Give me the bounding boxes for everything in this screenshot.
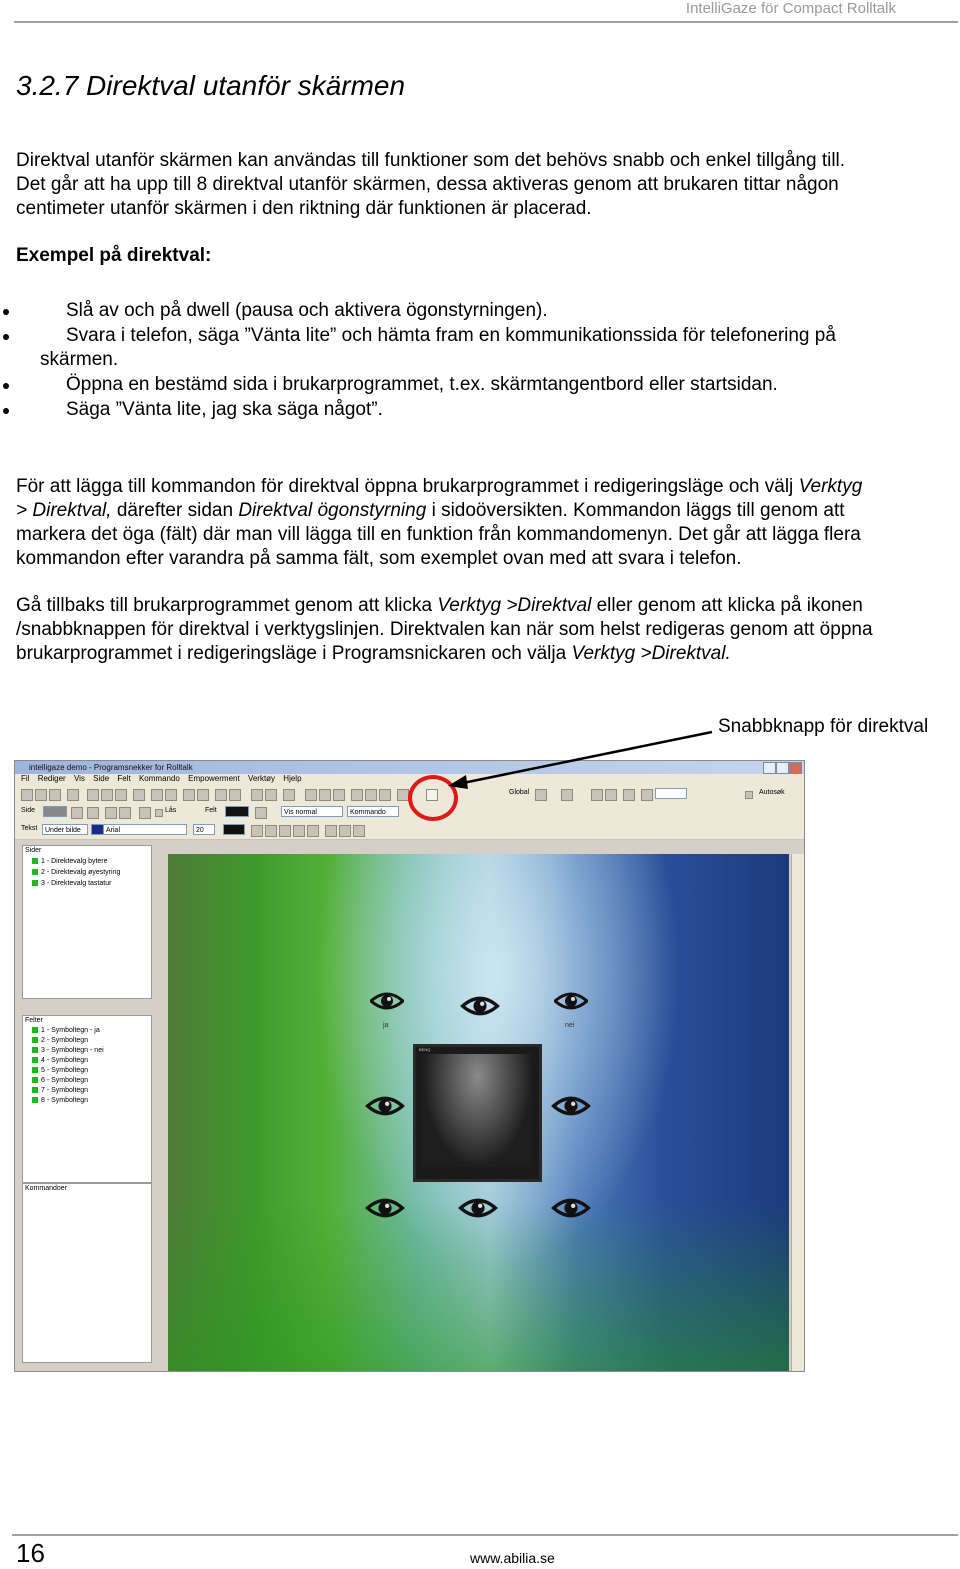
tool-icon[interactable] xyxy=(251,825,263,837)
page-number: 16 xyxy=(16,1538,45,1568)
cut-icon[interactable] xyxy=(87,789,99,801)
eye-icon[interactable] xyxy=(551,1196,591,1220)
field-label: 2 - Symboltegn xyxy=(41,1037,89,1044)
page-item[interactable] xyxy=(32,858,108,865)
bold-icon[interactable] xyxy=(279,825,291,837)
open-icon[interactable] xyxy=(35,789,47,801)
menu-felt[interactable]: Felt xyxy=(117,774,131,783)
close-icon[interactable] xyxy=(789,762,802,774)
felter-panel xyxy=(22,1015,152,1183)
align-right-icon[interactable] xyxy=(353,825,365,837)
minimize-icon[interactable] xyxy=(763,762,776,774)
field-item[interactable] xyxy=(32,1027,100,1034)
tool-icon[interactable] xyxy=(255,807,267,819)
find-icon[interactable] xyxy=(229,789,241,801)
layout-icon[interactable] xyxy=(165,789,177,801)
list-item-continuation: skärmen. xyxy=(40,349,119,370)
menu-reference: Verktyg >Direktval. xyxy=(571,643,731,664)
header-rule xyxy=(14,21,958,23)
tool-icon[interactable] xyxy=(333,789,345,801)
text-run: Gå tillbaks till brukarprogrammet genom att klicka xyxy=(16,595,438,616)
side-label: Side xyxy=(21,807,36,814)
field-icon xyxy=(32,1077,38,1083)
tool-icon[interactable] xyxy=(71,807,83,819)
page-item[interactable] xyxy=(32,869,120,876)
section-heading: 3.2.7 Direktval utanför skärmen xyxy=(16,70,406,101)
field-icon xyxy=(32,1087,38,1093)
link-icon[interactable] xyxy=(215,789,227,801)
menu-reference: Verktyg xyxy=(798,476,863,497)
felt-color-select[interactable] xyxy=(225,806,249,817)
align-center-icon[interactable] xyxy=(339,825,351,837)
new-icon[interactable] xyxy=(21,789,33,801)
field-icon xyxy=(32,1047,38,1053)
field-item[interactable] xyxy=(32,1037,88,1044)
undo-icon[interactable] xyxy=(251,789,263,801)
return-paragraph xyxy=(16,594,951,666)
tekst-label: Tekst xyxy=(21,825,38,832)
underline-icon[interactable] xyxy=(307,825,319,837)
field-label: 8 - Symboltegn xyxy=(41,1097,89,1104)
font-color-select[interactable] xyxy=(223,824,245,835)
list-item: Slå av och på dwell (pausa och aktivera ögonstyrningen). xyxy=(66,300,548,321)
las-label: Lås xyxy=(165,807,177,814)
kommandoer-panel xyxy=(22,1183,152,1363)
field-icon xyxy=(32,1057,38,1063)
menu-vis[interactable]: Vis xyxy=(73,774,85,783)
felt-label: Felt xyxy=(205,807,217,814)
monitor-brand: BENQ xyxy=(419,1047,431,1052)
field-item[interactable] xyxy=(32,1067,88,1074)
intro-line: Direktval utanför skärmen kan användas till funktioner som det behövs snabb och enkel tillgång till. xyxy=(16,150,846,171)
eye-icon[interactable] xyxy=(370,990,404,1012)
grid-icon[interactable] xyxy=(151,789,163,801)
menu-fil[interactable]: Fil xyxy=(21,774,30,783)
text-line: /snabbknappen för direktval i verktygslinjen. Direktvalen kan när som helst redigeras genom att öppna xyxy=(16,619,873,640)
page-item[interactable] xyxy=(32,880,111,887)
page-icon xyxy=(32,880,38,886)
bullet-icon xyxy=(3,408,9,414)
font-select[interactable]: Arial xyxy=(103,824,187,835)
menu-verktoy[interactable]: Verktøy xyxy=(247,774,276,783)
intro-line: centimeter utanför skärmen i den riktning där funktionen är placerad. xyxy=(16,198,592,219)
eye-icon[interactable] xyxy=(554,990,588,1012)
page-label: 2 - Direktevalg øyestyring xyxy=(41,869,121,876)
field-item[interactable] xyxy=(32,1097,88,1104)
app-screenshot xyxy=(14,760,805,1372)
field-item[interactable] xyxy=(32,1087,88,1094)
page-reference: Direktval ögonstyrning xyxy=(238,500,427,521)
text-run: brukarprogrammet i redigeringsläge i Programsnickaren och välja xyxy=(16,643,572,664)
field-icon xyxy=(32,1067,38,1073)
menu-reference: > Direktval, xyxy=(16,500,112,521)
field-icon xyxy=(32,1037,38,1043)
maximize-icon[interactable] xyxy=(776,762,789,774)
callout-label: Snabbknapp för direktval xyxy=(718,716,929,737)
arrow-up-icon[interactable] xyxy=(183,789,195,801)
footer-rule xyxy=(12,1534,958,1536)
text-line: markera det öga (fält) där man vill lägga till en funktion från kommandomenyn. Det går att lägga flera xyxy=(16,524,861,545)
paste-icon[interactable] xyxy=(115,789,127,801)
callout-arrow-icon xyxy=(440,726,720,796)
text-run: För att lägga till kommandon för direktval öppna brukarprogrammet i redigeringsläge och välj xyxy=(16,476,799,497)
kommandoer-title: Kommandoer xyxy=(25,1185,68,1192)
eye-label-ja: ja xyxy=(383,1022,389,1029)
page-label: 3 - Direktevalg tastatur xyxy=(41,880,112,887)
toolbar-text xyxy=(15,821,804,840)
text-line: kommandon efter varandra på samma fält, som exemplet ovan med att svara i telefon. xyxy=(16,548,742,569)
window-title: intelligaze demo - Programsnekker for Rolltalk xyxy=(29,763,193,772)
kommando-select[interactable]: Kommando xyxy=(347,806,399,817)
menu-rediger[interactable]: Rediger xyxy=(37,774,66,783)
monitor-image xyxy=(413,1044,542,1182)
autosok-label: Autosøk xyxy=(759,789,785,796)
menu-reference: Verktyg >Direktval xyxy=(437,595,592,616)
eye-icon[interactable] xyxy=(365,1196,405,1220)
intro-paragraph xyxy=(16,149,951,221)
bullet-icon xyxy=(3,309,9,315)
sider-panel xyxy=(22,845,152,999)
field-label: 3 - Symboltegn - nei xyxy=(41,1047,104,1054)
text-run: i sidoöversikten. Kommandon läggs till genom att xyxy=(426,500,845,521)
tool-icon[interactable] xyxy=(319,789,331,801)
tool-icon[interactable] xyxy=(265,825,277,837)
bullet-icon xyxy=(3,383,9,389)
tool-icon[interactable] xyxy=(379,789,391,801)
autosok-checkbox[interactable] xyxy=(745,791,753,799)
text-run: därefter sidan xyxy=(111,500,239,521)
field-label: 7 - Symboltegn xyxy=(41,1087,89,1094)
align-left-icon[interactable] xyxy=(325,825,337,837)
bullet-icon xyxy=(3,334,9,340)
arrow-down-icon[interactable] xyxy=(197,789,209,801)
examples-heading: Exempel på direktval: xyxy=(16,245,212,266)
page-icon xyxy=(32,869,38,875)
page-canvas[interactable] xyxy=(168,854,789,1371)
side-color-select[interactable] xyxy=(43,806,67,817)
eye-label-nei: nei xyxy=(565,1022,575,1029)
save-icon[interactable] xyxy=(49,789,61,801)
redo-icon[interactable] xyxy=(265,789,277,801)
monitor-screen xyxy=(423,1054,532,1167)
tool-icon[interactable] xyxy=(119,807,131,819)
italic-icon[interactable] xyxy=(293,825,305,837)
field-label: 5 - Symboltegn xyxy=(41,1067,89,1074)
vis-select[interactable]: Vis normal xyxy=(281,806,343,817)
page-icon xyxy=(32,858,38,864)
field-item[interactable] xyxy=(32,1047,104,1054)
eye-icon[interactable] xyxy=(365,1094,405,1118)
vertical-scrollbar[interactable] xyxy=(791,854,804,1371)
sider-title: Sider xyxy=(25,847,42,854)
font-size-select[interactable]: 20 xyxy=(193,824,215,835)
menu-hjelp[interactable]: Hjelp xyxy=(283,774,302,783)
running-header: IntelliGaze för Compact Rolltalk xyxy=(685,0,896,17)
field-label: 4 - Symboltegn xyxy=(41,1057,89,1064)
menu-side[interactable]: Side xyxy=(93,774,110,783)
website-link[interactable]: www.abilia.se xyxy=(470,1550,555,1566)
print-icon[interactable] xyxy=(67,789,79,801)
text-position-select[interactable]: Under bilde xyxy=(42,824,88,835)
help-icon[interactable] xyxy=(283,789,295,801)
tool-icon[interactable] xyxy=(365,789,377,801)
instructions-paragraph xyxy=(16,475,951,571)
field-label: 6 - Symboltegn xyxy=(41,1077,89,1084)
tool-icon[interactable] xyxy=(305,789,317,801)
eye-icon[interactable] xyxy=(551,1094,591,1118)
list-item: Öppna en bestämd sida i brukarprogrammet, t.ex. skärmtangentbord eller startsidan. xyxy=(66,374,778,395)
list-item: Säga ”Vänta lite, jag ska säga något”. xyxy=(66,399,383,420)
las-checkbox[interactable] xyxy=(155,809,163,817)
eye-icon[interactable] xyxy=(460,994,500,1018)
menu-empowerment[interactable]: Empowerment xyxy=(188,774,240,783)
global-label: Global xyxy=(509,789,530,796)
field-item[interactable] xyxy=(32,1077,88,1084)
tool-icon[interactable] xyxy=(105,807,117,819)
delete-icon[interactable] xyxy=(133,789,145,801)
page-label: 1 - Direktevalg bytere xyxy=(41,858,108,865)
tool-icon[interactable] xyxy=(351,789,363,801)
felter-title: Felter xyxy=(25,1017,43,1024)
field-label: 1 - Symboltegn - ja xyxy=(41,1027,100,1034)
menu-kommando[interactable]: Kommando xyxy=(138,774,180,783)
tool-icon[interactable] xyxy=(87,807,99,819)
tool-icon[interactable] xyxy=(139,807,151,819)
text-run: eller genom att klicka på ikonen xyxy=(591,595,863,616)
field-icon xyxy=(32,1027,38,1033)
list-item: Svara i telefon, säga ”Vänta lite” och hämta fram en kommunikationssida för telefonering på xyxy=(66,325,836,346)
eye-icon[interactable] xyxy=(458,1196,498,1220)
field-item[interactable] xyxy=(32,1057,88,1064)
intro-line: Det går att ha upp till 8 direktval utanför skärmen, dessa aktiveras genom att brukaren tittar någon xyxy=(16,174,839,195)
copy-icon[interactable] xyxy=(101,789,113,801)
field-icon xyxy=(32,1097,38,1103)
